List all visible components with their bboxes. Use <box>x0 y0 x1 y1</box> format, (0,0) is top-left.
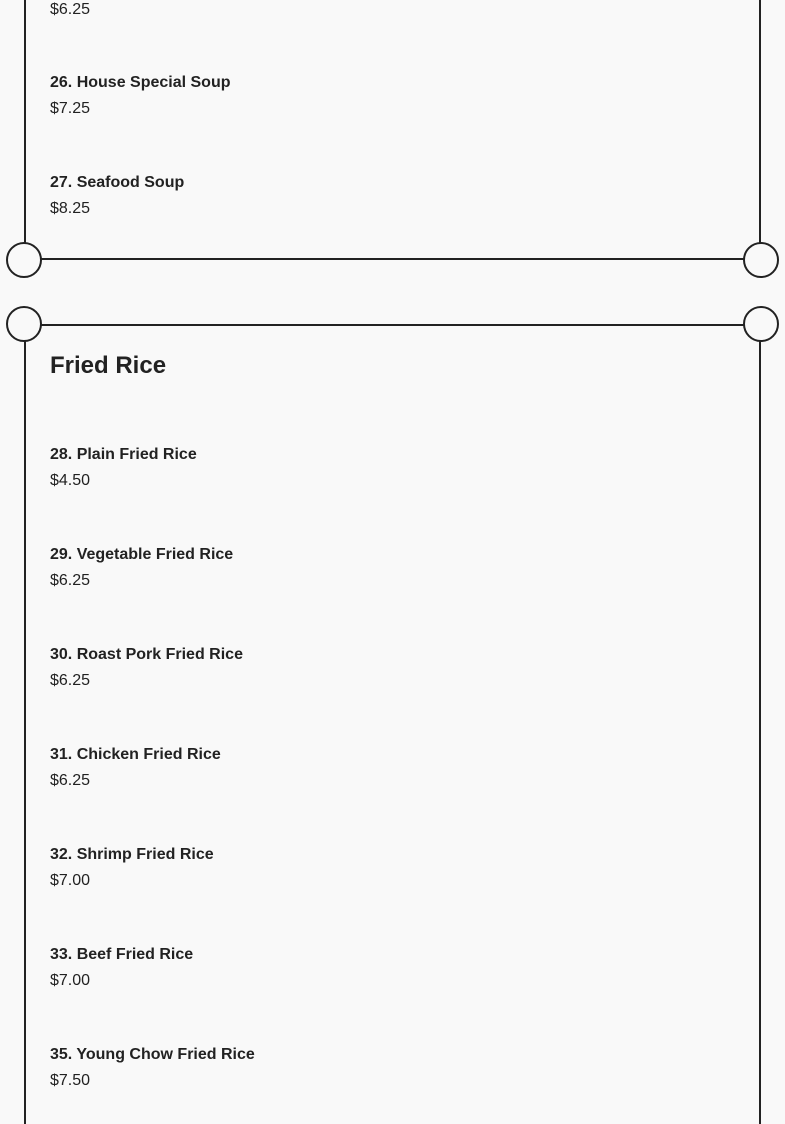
menu-item <box>50 173 184 219</box>
item-name: 27. Seafood Soup <box>50 174 185 191</box>
menu-item <box>50 73 231 119</box>
item-name: 30. Roast Pork Fried Rice <box>50 646 243 663</box>
panel-corner-decoration <box>6 242 42 278</box>
item-price: $8.25 <box>50 200 91 217</box>
menu-item <box>50 445 197 491</box>
item-price: $7.00 <box>50 872 91 889</box>
item-price: $6.25 <box>50 1 91 18</box>
item-name: 32. Shrimp Fried Rice <box>50 846 214 863</box>
item-price: $6.25 <box>50 772 91 789</box>
menu-item <box>50 745 221 791</box>
item-name: 28. Plain Fried Rice <box>50 446 197 463</box>
menu-item <box>50 1045 255 1091</box>
item-price: $6.25 <box>50 672 91 689</box>
soup-menu-panel <box>24 0 761 260</box>
panel-corner-decoration <box>743 306 779 342</box>
item-price: $4.50 <box>50 472 91 489</box>
menu-item <box>50 545 233 591</box>
menu-item <box>50 645 243 691</box>
section-title: Fried Rice <box>50 352 167 379</box>
menu-item <box>50 845 214 891</box>
panel-corner-decoration <box>6 306 42 342</box>
fried-rice-menu-panel <box>24 324 761 1124</box>
item-price: $7.25 <box>50 100 91 117</box>
item-price: $7.50 <box>50 1072 91 1089</box>
panel-corner-decoration <box>743 242 779 278</box>
item-name: 26. House Special Soup <box>50 74 231 91</box>
item-name: 33. Beef Fried Rice <box>50 946 194 963</box>
menu-item <box>50 945 193 991</box>
item-price: $7.00 <box>50 972 91 989</box>
item-price: $6.25 <box>50 572 91 589</box>
item-name: 29. Vegetable Fried Rice <box>50 546 234 563</box>
item-name: 31. Chicken Fried Rice <box>50 746 221 763</box>
item-name: 35. Young Chow Fried Rice <box>50 1046 255 1063</box>
